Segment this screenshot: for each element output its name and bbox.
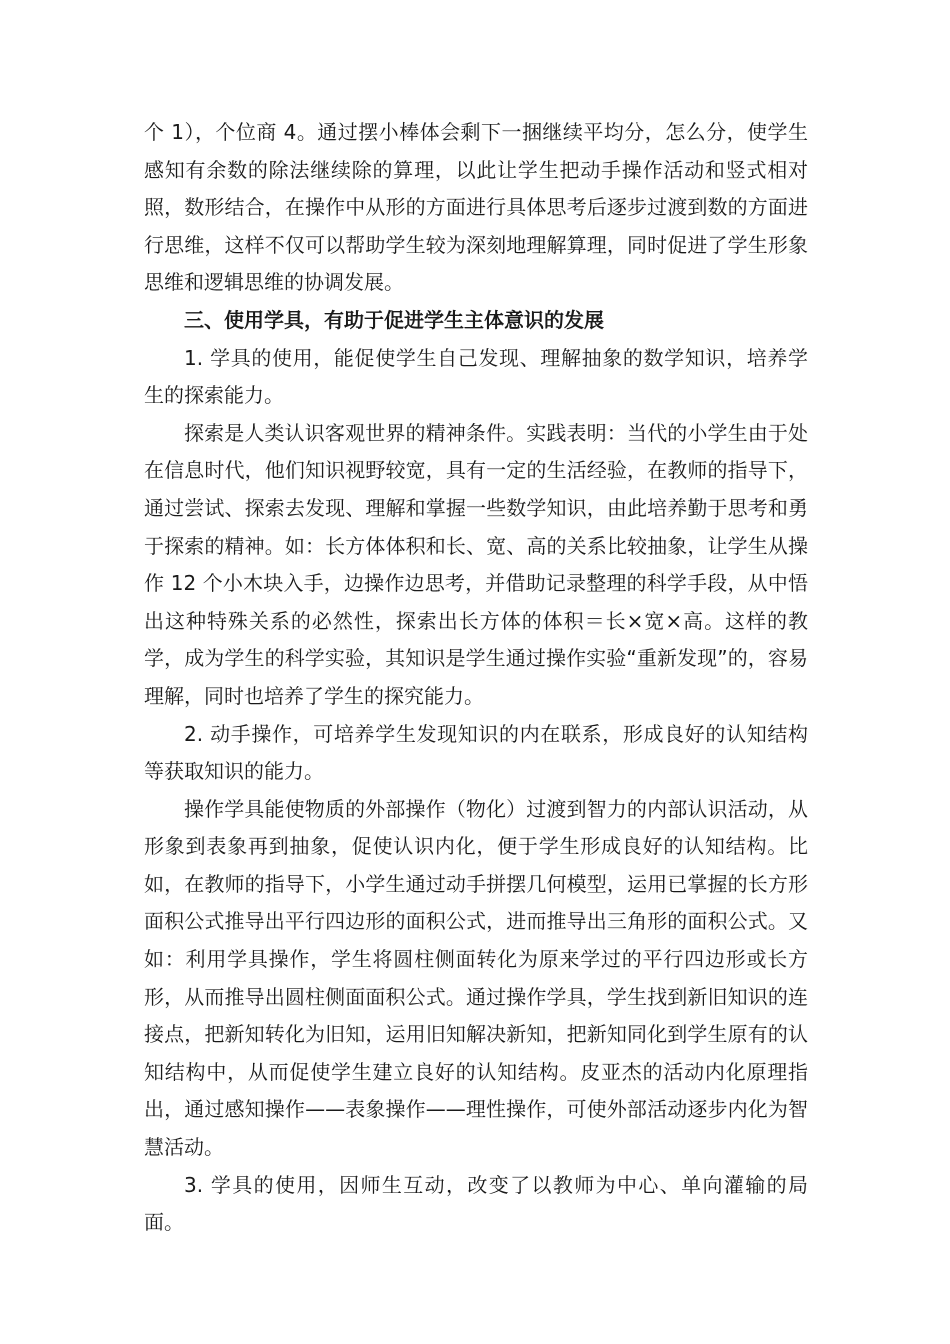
numbered-point: 1. 学具的使用，能促使学生自己发现、理解抽象的数学知识，培养学生的探索能力。 [144,345,808,408]
numbered-point: 3. 学具的使用，因师生互动，改变了以教师为中心、单向灌输的局面。 [144,1172,808,1235]
body-paragraph: 操作学具能使物质的外部操作（物化）过渡到智力的内部认识活动，从形象到表象再到抽象，促使认识内化，便于学生形成良好的认知结构。比如，在教师的指导下，小学生通过动手拼摆几何模型，运用已掌握的长方形面积公式推导出平行四边形的面积公式，进而推导出三角形的面积公式。又如：利用学具操作，学生将圆柱侧面转化为原来学过的平行四边形或长方形，从而推导出圆柱侧面面积公式。通过操作学具，学生找到新旧知识的连接点，把新知转化为旧知，运用旧知解决新知，把新知同化到学生原有的认知结构中，从而促使学生建立良好的认知结构。皮亚杰的活动内化原理指出，通过感知操作——表象操作——理性操作，可使外部活动逐步内化为智慧活动。 [144,796,808,1160]
body-paragraph: 个 1），个位商 4。通过摆小棒体会剩下一捆继续平均分，怎么分，使学生感知有余数的除法继续除的算理，以此让学生把动手操作活动和竖式相对照，数形结合，在操作中从形的方面进行具体思考后逐步过渡到数的方面进行思维，这样不仅可以帮助学生较为深刻地理解算理，同时促进了学生形象思维和逻辑思维的协调发展。 [144,120,808,295]
document-page [144,114,808,1242]
section-heading: 三、使用学具，有助于促进学生主体意识的发展 [184,307,604,332]
numbered-point: 2. 动手操作，可培养学生发现知识的内在联系，形成良好的认知结构等获取知识的能力。 [144,721,808,784]
body-paragraph: 探索是人类认识客观世界的精神条件。实践表明：当代的小学生由于处在信息时代，他们知识视野较宽，具有一定的生活经验，在教师的指导下，通过尝试、探索去发现、理解和掌握一些数学知识，由此培养勤于思考和勇于探索的精神。如：长方体体积和长、宽、高的关系比较抽象，让学生从操作 12 个小木块入手，边操作边思考，并借助记录整理的科学手段，从中悟出这种特殊关系的必然性，探索出长方体的体积＝长×宽×高。这样的教学，成为学生的科学实验，其知识是学生通过操作实验“重新发现”的，容易理解，同时也培养了学生的探究能力。 [144,420,808,708]
